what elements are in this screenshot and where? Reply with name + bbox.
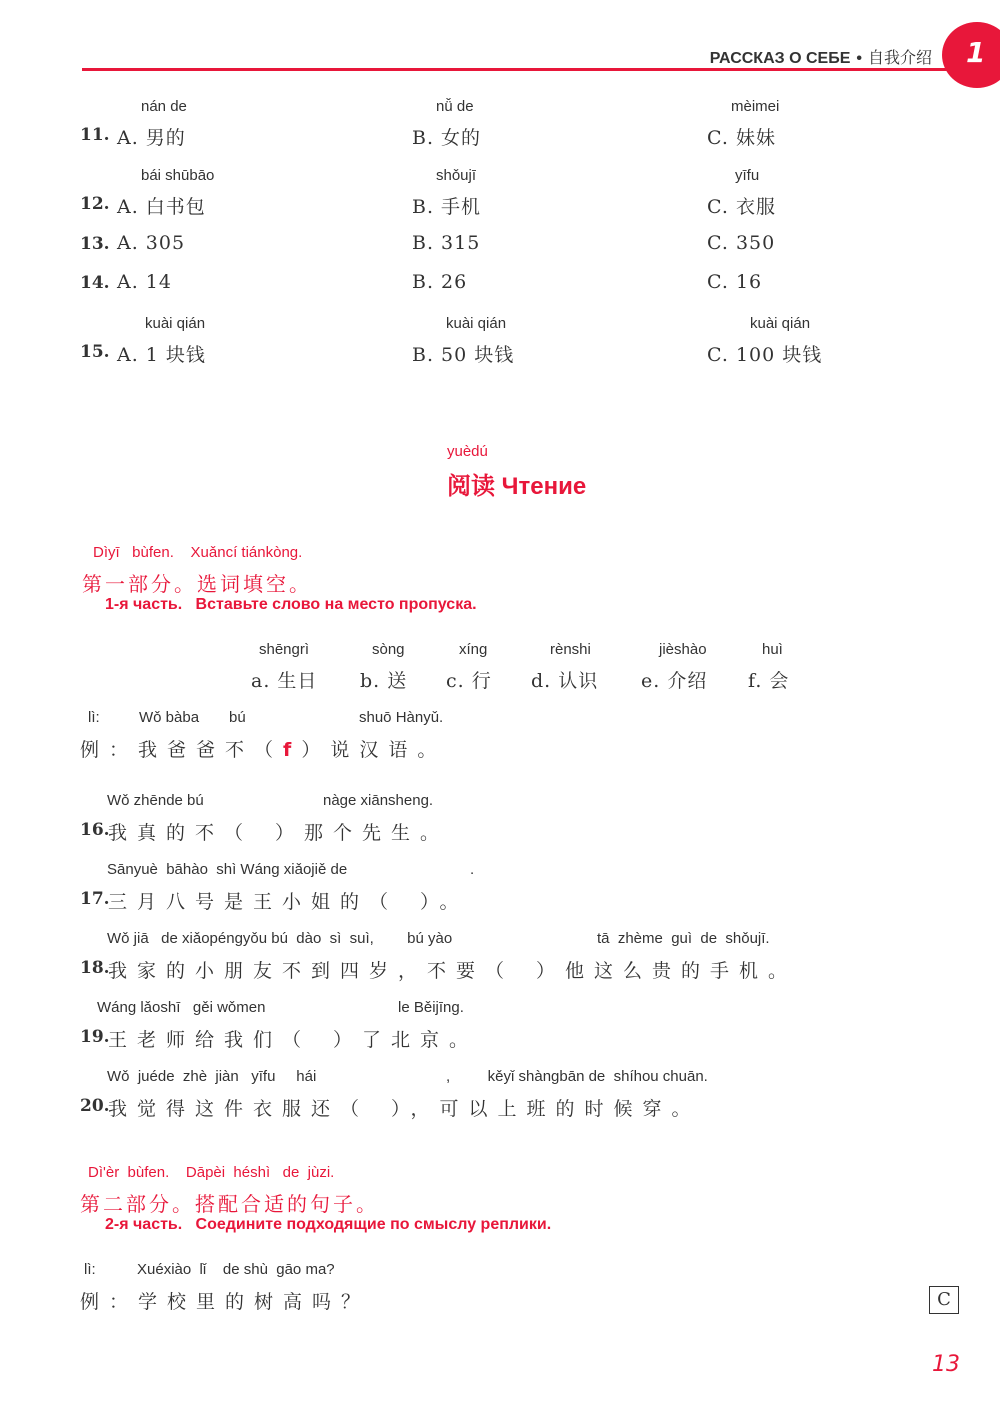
sentence-text-a: 三月八号是王小姐的（ [108,891,399,913]
item-number: 15. [80,342,110,362]
sentence-text [108,956,797,983]
item-number: 12. [80,194,110,214]
sentence-text-a: 王老师给我们（ [108,1029,312,1051]
section-title-ru: Чтение [501,473,587,500]
sentence-number: 17. [80,889,110,909]
sentence-pinyin: Wǒ zhēnde bú [107,792,204,809]
item-number: 14. [80,273,110,293]
example-before: 我爸爸不（ [138,739,284,761]
answer-box[interactable]: C [929,1286,959,1314]
option-c: C. 妹妹 [707,127,776,149]
word-bank-pinyin: jièshào [659,641,707,658]
sentence-text-b: ），可以上班的时候穿。 [391,1098,701,1120]
sentence-text [108,818,449,845]
sentence-pinyin: Wǒ jiā de xiǎopéngyǒu bú dào sì suì, bú yào [107,930,453,947]
sentence-text-a: 我真的不（ [108,822,254,844]
item-number: 11. [80,125,110,145]
sentence-pinyin: nàge xiānsheng. [323,792,434,809]
example-pinyin: shuō Hànyǔ. [359,709,444,726]
header-separator: • [856,50,862,67]
part2-pinyin: Dì'èr bùfen. Dāpèi héshì de jùzi. [88,1164,335,1181]
option-pinyin: bái shūbāo [141,167,215,184]
option-b: B. 315 [412,232,481,254]
page-number: 13 [932,1352,960,1377]
part2-title-ru: 2-я часть. Соедините подходящие по смыслу реплики. [105,1216,552,1233]
section-title-zh: 阅读 [447,471,495,500]
option-a: A. 305 [117,232,186,254]
example-pinyin: Wǒ bàba [139,709,200,726]
word-bank-pinyin: shēngrì [259,641,310,658]
sentence-text [108,1025,478,1052]
sentence-pinyin: le Běijīng. [398,999,464,1016]
sentence-pinyin: . [470,861,475,878]
word-bank-pinyin: xíng [459,641,488,658]
sentence-pinyin: , kěyǐ shàngbān de shíhou chuān. [446,1068,708,1085]
sentence-pinyin: Sānyuè bāhào shì Wáng xiǎojiě de [107,861,348,878]
word-bank-item: a. 生日 [251,670,318,692]
part1-title-zh: 第一部分。选词填空。 [82,572,312,596]
part1-title-ru: 1-я часть. Вставьте слово на место пропуска. [105,596,477,613]
option-a: A. 白书包 [117,196,206,218]
option-pinyin: nǚ de [436,98,474,115]
word-bank-pinyin: huì [762,641,783,658]
example-lead: 例： [80,739,139,761]
example-after: ）说汉语。 [301,739,447,761]
option-c: C. 350 [707,232,776,254]
word-bank-pinyin: rènshi [550,641,591,658]
example-pinyin: lì: [88,709,100,726]
section-pinyin: yuèdú [447,443,488,460]
word-bank-pinyin: sòng [372,641,405,658]
sentence-pinyin: tā zhème guì de shǒujī. [597,930,770,947]
example-pinyin: bú [229,709,246,726]
example-pinyin: Xuéxiào lǐ de shù gāo ma? [137,1261,335,1278]
option-a: A. 男的 [117,127,186,149]
header-divider [82,68,962,71]
part2-example-sentence: 例：学校里的树高吗？ [80,1291,371,1313]
chapter-number: 1 [966,36,986,69]
example-pinyin: lì: [84,1261,96,1278]
sentence-text [108,887,469,914]
option-c: C. 衣服 [707,196,776,218]
sentence-pinyin: Wǒ juéde zhè jiàn yīfu hái [107,1068,317,1085]
word-bank-item: e. 介绍 [641,670,708,692]
example-answer: f [283,739,302,761]
sentence-number: 16. [80,820,110,840]
sentence-text-b: ）那个先生。 [275,822,450,844]
example-sentence [80,735,446,762]
word-bank-item: c. 行 [446,670,492,692]
option-b: B. 26 [412,271,468,293]
header-title-ru: РАССКАЗ О СЕБЕ [709,50,851,67]
sentence-pinyin: Wáng lǎoshī gěi wǒmen [97,999,266,1016]
section-title [447,466,586,501]
option-c: C. 100 块钱 [707,344,823,366]
header-title [710,45,932,68]
option-b: B. 手机 [412,196,482,218]
sentence-text-a: 我觉得这件衣服还（ [108,1098,370,1120]
sentence-text-b: ）。 [420,891,469,913]
sentence-text-b: ）了北京。 [333,1029,479,1051]
item-number: 13. [80,234,110,254]
header-title-zh: 自我介绍 [867,48,932,67]
option-a: A. 1 块钱 [117,344,206,366]
option-a: A. 14 [117,271,172,293]
sentence-number: 20. [80,1096,110,1116]
option-pinyin: shǒujī [436,167,477,184]
option-b: B. 女的 [412,127,482,149]
sentence-number: 18. [80,958,110,978]
option-c: C. 16 [707,271,763,293]
sentence-number: 19. [80,1027,110,1047]
option-pinyin: nán de [141,98,187,115]
word-bank-item: f. 会 [748,670,790,692]
option-pinyin: kuài qián [446,315,507,332]
part2-title-zh: 第二部分。搭配合适的句子。 [80,1192,379,1216]
option-pinyin: kuài qián [145,315,206,332]
sentence-text-b: ）他这么贵的手机。 [536,960,798,982]
part1-pinyin: Dìyī bùfen. Xuǎncí tiánkòng. [93,544,303,561]
sentence-text [108,1094,701,1121]
word-bank-item: b. 送 [360,670,408,692]
option-b: B. 50 块钱 [412,344,515,366]
sentence-text-a: 我家的小朋友不到四岁，不要（ [108,960,515,982]
option-pinyin: kuài qián [750,315,811,332]
word-bank-item: d. 认识 [531,670,599,692]
option-pinyin: yīfu [735,167,760,184]
option-pinyin: mèimei [731,98,780,115]
